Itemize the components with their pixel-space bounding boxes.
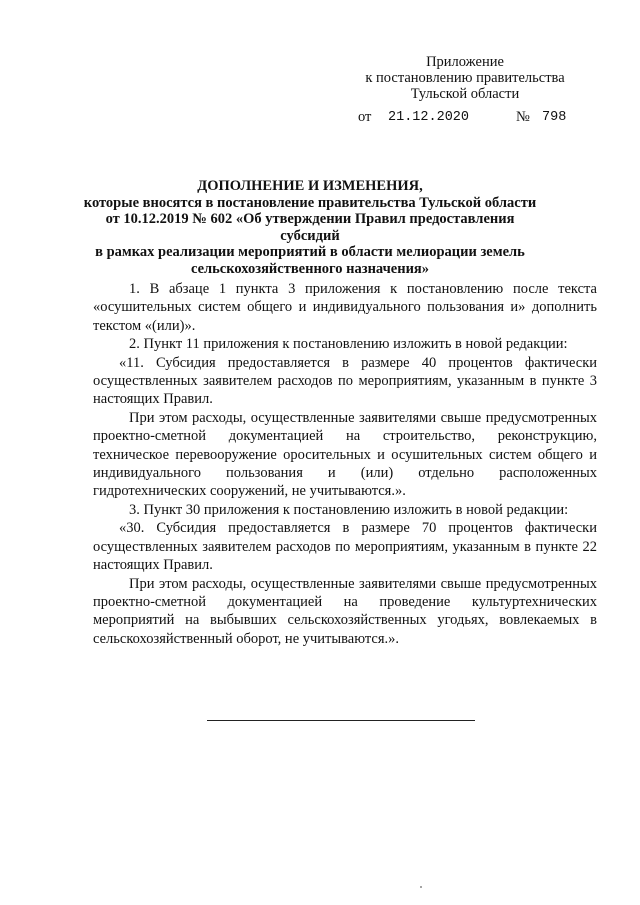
appendix-line-1: Приложение — [426, 54, 504, 70]
title-line-1: ДОПОЛНЕНИЕ И ИЗМЕНЕНИЯ, — [197, 178, 423, 194]
document-body — [93, 280, 597, 648]
paragraph-1: 1. В абзаце 1 пункта 3 приложения к постановлению после текста «осушительных систем общего и индивидуального пользования и» дополнить текстом «(или)». — [93, 281, 597, 334]
title-line-5: сельскохозяйственного назначения» — [190, 260, 430, 277]
appendix-line-3: Тульской области — [410, 86, 520, 102]
paragraph-7: При этом расходы, осуществленные заявителями свыше предусмотренных проектно-сметной документацией на проведение культуртехнических мероприятий на выбывших сельскохозяйственных угодьях, вовлекаемых в сельскохозяйственный оборот, не учитываются.». — [93, 575, 597, 647]
paragraph-4: При этом расходы, осуществленные заявителями свыше предусмотренных проектно-сметной документацией на строительство, реконструкцию, техническое перевооружение оросительных и осушительных систем общего и индивидуального пользования и (или) отдельно расположенных гидротехнических сооружений, не учитываются.». — [93, 409, 597, 500]
separator-line — [207, 720, 475, 721]
appendix-header — [340, 54, 590, 102]
scan-dot — [420, 886, 422, 888]
appendix-line-2: к постановлению правительства — [365, 70, 565, 86]
paragraph-3: «11. Субсидия предоставляется в размере 40 процентов фактически осуществленных заявителем расходов по мероприятиям, указанным в пункте 3 настоящих Правил. — [93, 354, 597, 408]
paragraph-2: 2. Пункт 11 приложения к постановлению изложить в новой редакции: — [129, 336, 568, 353]
decree-number: 798 — [542, 110, 567, 125]
title-line-4: в рамках реализации мероприятий в области мелиорации земель — [95, 244, 525, 260]
title-line-2: которые вносятся в постановление правительства Тульской области — [83, 194, 537, 211]
paragraph-6: «30. Субсидия предоставляется в размере 70 процентов фактически осуществленных заявителем расходов по мероприятиям, указанным в пункте 22 настоящих Правил. — [93, 520, 597, 574]
document-title — [80, 178, 540, 277]
decree-date: 21.12.2020 — [388, 110, 470, 125]
from-label: от — [358, 109, 372, 125]
title-line-3: от 10.12.2019 № 602 «Об утверждении Правил предоставления субсидий — [105, 211, 515, 244]
paragraph-5: 3. Пункт 30 приложения к постановлению изложить в новой редакции: — [129, 501, 569, 518]
number-label: № — [516, 109, 530, 125]
